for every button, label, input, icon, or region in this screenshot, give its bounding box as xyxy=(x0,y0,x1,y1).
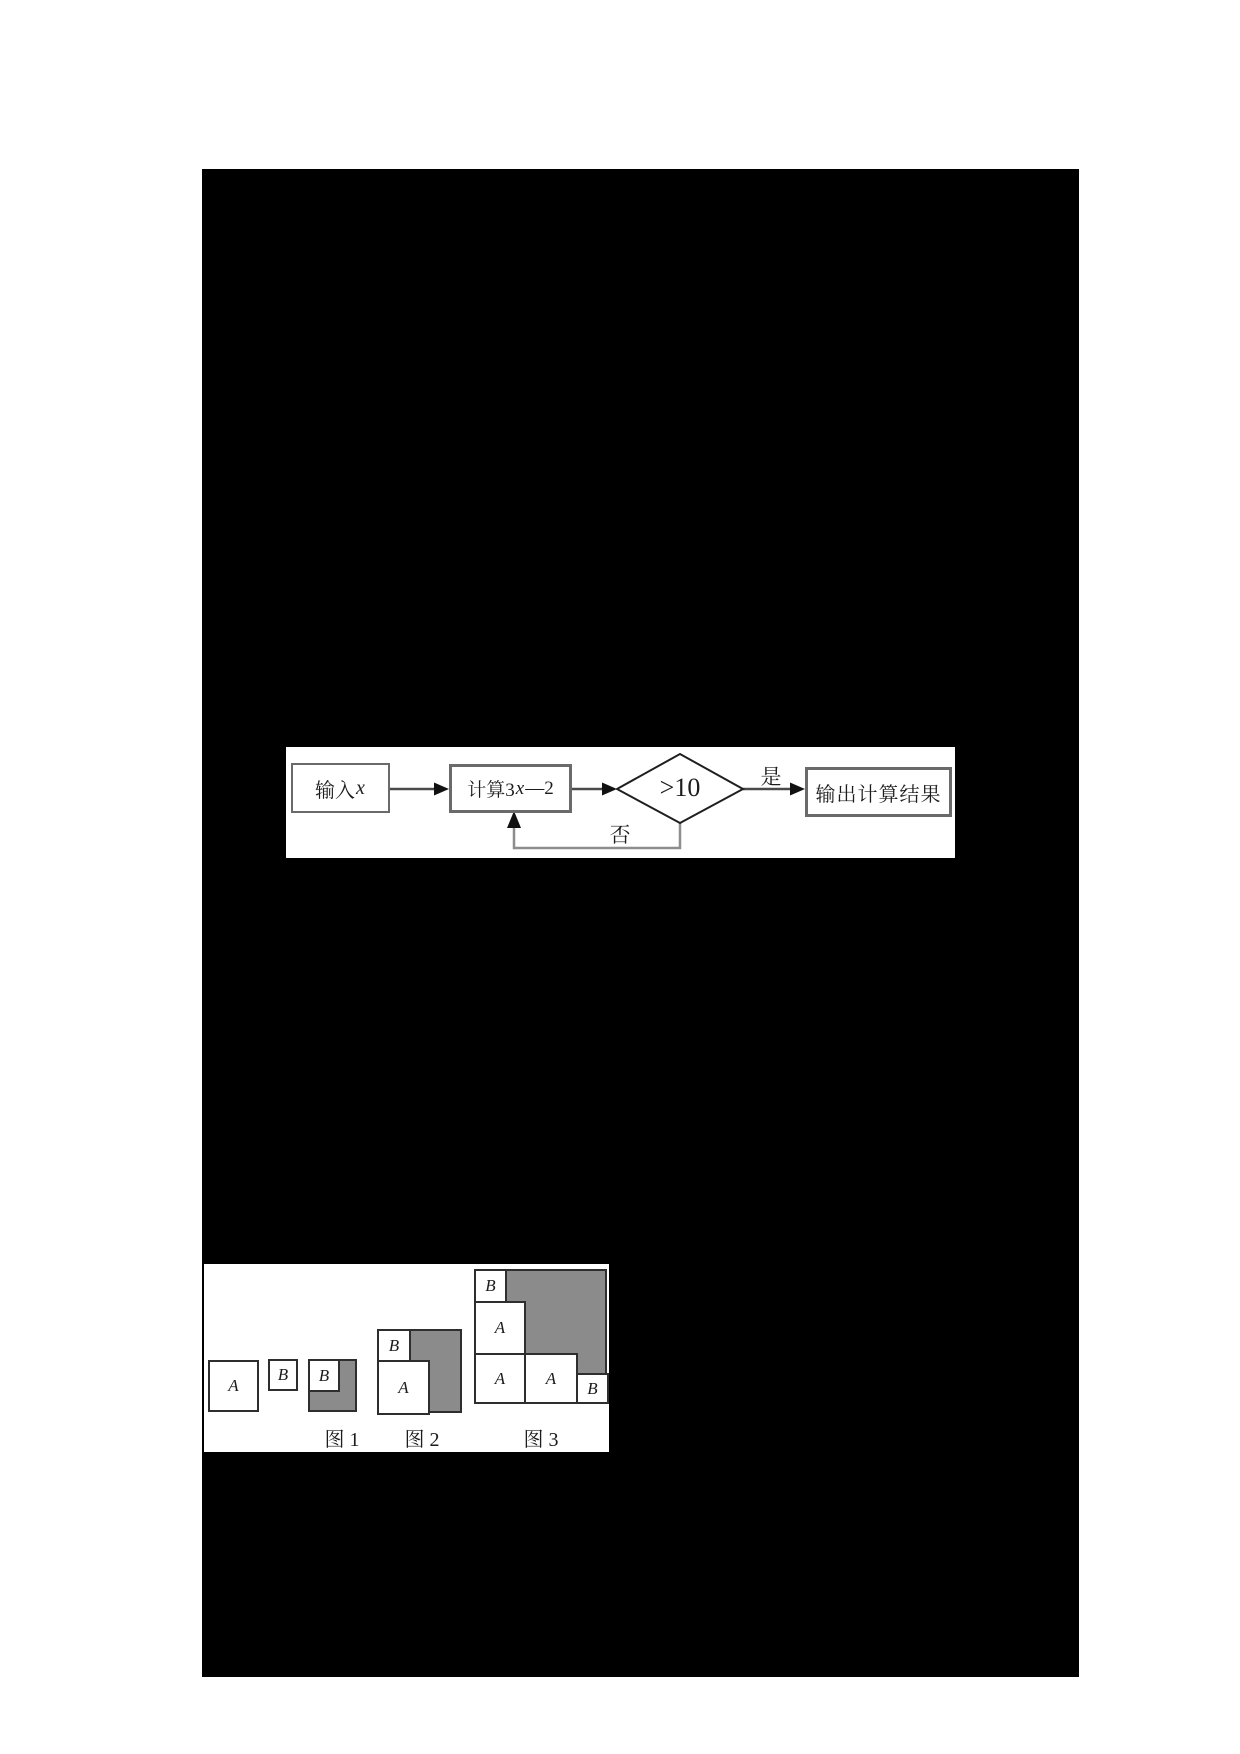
fig3-inner-square-b-top-label: B xyxy=(485,1276,496,1295)
fig3-inner-square-a-top xyxy=(474,1301,526,1355)
squares-figure xyxy=(204,1264,609,1452)
fig3-inner-square-a-top-label: A xyxy=(494,1318,506,1337)
compute-box-text: 计算3 xyxy=(467,780,515,801)
input-box-text: 输入 xyxy=(315,779,356,802)
fig3-inner-square-a-bottom-left xyxy=(474,1353,526,1404)
output-box-text: 输出计算结果 xyxy=(815,783,942,806)
fig2-inner-square-b xyxy=(377,1329,411,1362)
fig1-caption: 图 1 xyxy=(324,1429,360,1451)
input-to-compute-arrowhead-icon xyxy=(434,783,449,796)
fig2-inner-square-b-label: B xyxy=(388,1335,400,1355)
fig2-composite-square xyxy=(377,1329,462,1413)
fig2-inner-square-a-label: A xyxy=(398,1377,409,1397)
flowchart-compute-box xyxy=(449,764,572,813)
no-branch-arrowhead-icon xyxy=(507,811,521,828)
flowchart-figure xyxy=(286,747,955,858)
fig1-square-a xyxy=(208,1360,259,1412)
yes-label: 是 xyxy=(760,765,782,789)
compute-box-suffix: —2 xyxy=(525,777,554,799)
fig3-inner-square-a-bottom-mid-label: A xyxy=(545,1368,557,1388)
fig1-square-a-label: A xyxy=(228,1376,239,1395)
yes-branch-arrowhead-icon xyxy=(790,783,805,796)
fig1-inner-square-b-label: B xyxy=(318,1365,330,1385)
fig3-composite-square xyxy=(474,1269,607,1402)
decision-condition-label: >10 xyxy=(659,773,701,802)
fig3-inner-square-b-top xyxy=(474,1269,507,1303)
fig3-inner-square-a-bottom-mid xyxy=(524,1353,578,1404)
compute-to-decision-arrowhead-icon xyxy=(602,783,617,796)
fig3-inner-square-a-bottom-left-label: A xyxy=(494,1368,506,1388)
fig1-composite-square xyxy=(308,1359,357,1412)
no-branch-line xyxy=(514,815,680,848)
flowchart-output-box xyxy=(805,767,952,817)
input-box-variable: x xyxy=(356,776,365,799)
flowchart-input-box xyxy=(291,763,390,813)
fig3-inner-square-b-bottom-right-label: B xyxy=(587,1378,598,1398)
fig3-inner-square-b-bottom-right xyxy=(576,1373,609,1404)
fig2-caption: 图 2 xyxy=(404,1429,440,1451)
fig1-square-b-label: B xyxy=(277,1365,289,1384)
compute-box-variable: x xyxy=(515,777,525,799)
fig1-inner-square-b xyxy=(308,1359,340,1392)
fig1-square-b xyxy=(268,1359,298,1391)
fig3-caption: 图 3 xyxy=(523,1429,559,1451)
fig2-inner-square-a xyxy=(377,1360,430,1415)
no-label: 否 xyxy=(609,823,631,847)
